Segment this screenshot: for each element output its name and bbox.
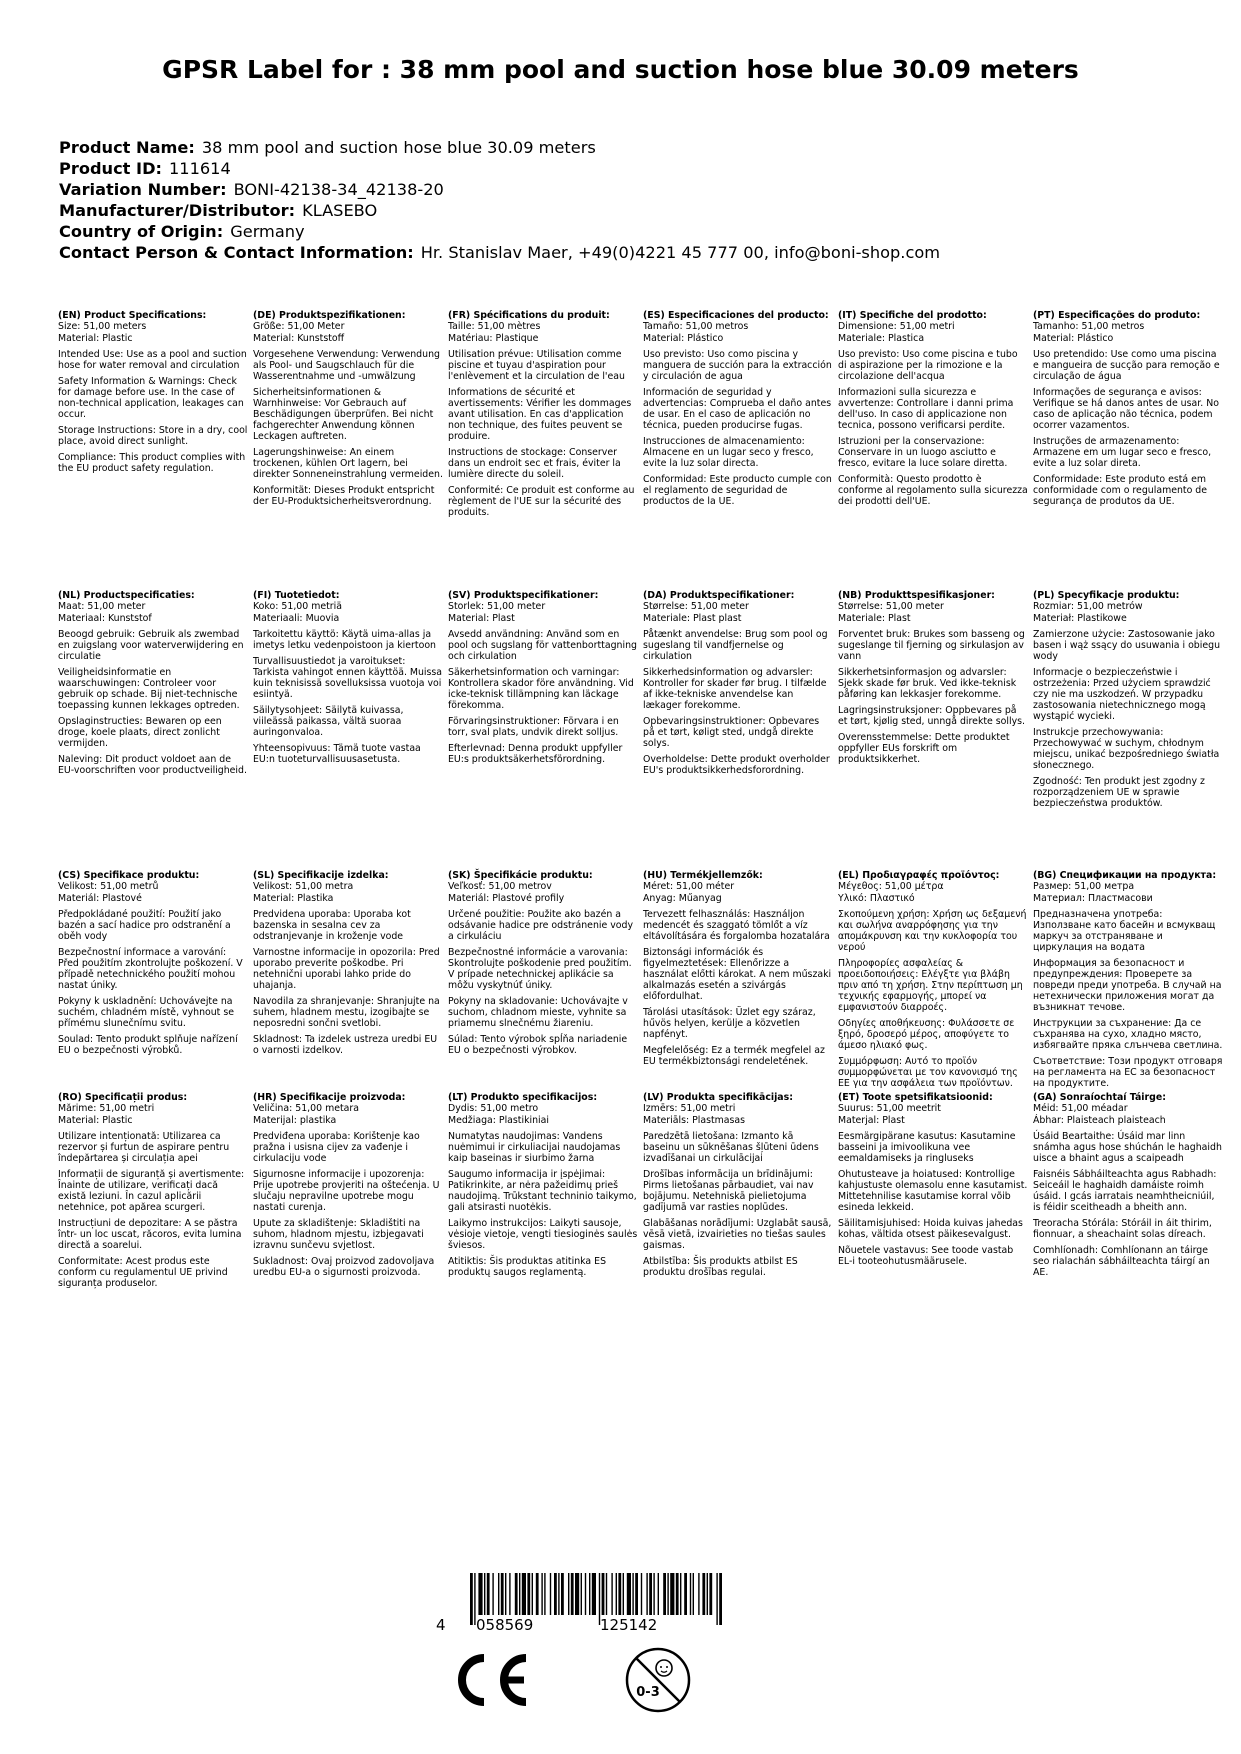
spec-material: Material: Plastika — [253, 893, 334, 904]
spec-heading: (CS) Specifikace produktu: — [58, 870, 200, 881]
spec-material: Material: Plastic — [58, 333, 133, 344]
spec-section: Zamierzone użycie: Zastosowanie jako basen i wąż ssący do usuwania i obiegu wody — [1033, 629, 1221, 662]
barcode-bar — [484, 1573, 485, 1615]
spec-block-es — [643, 310, 833, 508]
spec-size: Größe: 51,00 Meter — [253, 321, 345, 332]
spec-block-lt — [448, 1092, 638, 1279]
barcode-bar — [716, 1573, 717, 1625]
spec-section: Úsáid Beartaithe: Úsáid mar linn snámha agus hose shúchán le haghaidh uisce a bhaint agus a scaipeadh — [1033, 1131, 1222, 1164]
spec-section: Lagringsinstruksjoner: Oppbevares på et tørt, kjølig sted, unngå direkte sollys. — [838, 705, 1026, 727]
barcode-bar — [527, 1573, 530, 1615]
spec-block-ro — [58, 1092, 248, 1290]
barcode-bar — [505, 1573, 506, 1615]
spec-section: Säilytysohjeet: Säilytä kuivassa, viileässä paikassa, vältä suoraa auringonvaloa. — [253, 705, 404, 738]
spec-section: Pokyny na skladovanie: Uchovávajte v suchom, chladnom mieste, vyhnite sa priamemu slnečnému žiareniu. — [448, 996, 628, 1029]
spec-material: Material: Plástico — [1033, 333, 1114, 344]
spec-section: Utilisation prévue: Utilisation comme piscine et tuyau d'aspiration pour l'enlèvement et la circulation de l'eau — [448, 349, 625, 382]
spec-section: Uso previsto: Uso come piscina e tubo di aspirazione per la rimozione e la circolazione dell'acqua — [838, 349, 1018, 382]
spec-material: Materijal: plastika — [253, 1115, 337, 1126]
spec-section: Biztonsági információk és figyelmeztetések: Ellenőrizze a használat előtti károkat. A nem műszaki alkalmazás esetén a szivárgás előfordulhat. — [643, 947, 832, 1002]
spec-section: Πληροφορίες ασφαλείας & προειδοποιήσεις: Ελέγξτε για βλάβη πριν από τη χρήση. Στην περίπτωση μη τεχνικής εφαρμογής, μπορεί να εμφανιστούν διαρροές. — [838, 958, 1023, 1013]
spec-heading: (SL) Specifikacije izdelka: — [253, 870, 389, 881]
spec-heading: (NL) Productspecificaties: — [58, 590, 195, 601]
barcode-bar — [641, 1573, 642, 1615]
spec-section: Påtænkt anvendelse: Brug som pool og sugeslang til vandfjernelse og cirkulation — [643, 629, 828, 662]
spec-size: Размер: 51,00 метра — [1033, 881, 1135, 892]
spec-section: Instruções de armazenamento: Armazene em um lugar seco e fresco, evite a luz solar direta. — [1033, 436, 1212, 469]
spec-size: Taille: 51,00 mètres — [448, 321, 541, 332]
spec-size: Mărime: 51,00 metri — [58, 1103, 155, 1114]
barcode-bar — [653, 1573, 654, 1615]
spec-section: Beoogd gebruik: Gebruik als zwembad en zuigslang voor waterverwijdering en circulatie — [58, 629, 244, 662]
spec-block-sk — [448, 870, 638, 1057]
spec-size: Tamaño: 51,00 metros — [643, 321, 749, 332]
spec-section: Conformitate: Acest produs este conform cu regulamentul UE privind siguranța produselor. — [58, 1256, 228, 1289]
spec-section: Bezpečnostné informácie a varovania: Skontrolujte poškodenie pred použitím. V prípade netechnickej aplikácie sa môžu vyskytnúť úniky. — [448, 947, 632, 991]
barcode-bar — [709, 1573, 712, 1615]
spec-section: Instrukcje przechowywania: Przechowywać w suchym, chłodnym miejscu, unikać bezpośredniego światła słonecznego. — [1033, 727, 1220, 771]
barcode-bar — [611, 1573, 612, 1615]
spec-heading: (PL) Specyfikacje produktu: — [1033, 590, 1180, 601]
spec-material: Material: Plastic — [58, 1115, 133, 1126]
spec-heading: (RO) Specificații produs: — [58, 1092, 188, 1103]
spec-section: Uso pretendido: Use como uma piscina e mangueira de sucção para remoção e circulação de água — [1033, 349, 1220, 382]
spec-material: Materiale: Plast plast — [643, 613, 742, 624]
spec-heading: (LT) Produkto specifikacijos: — [448, 1092, 598, 1103]
spec-section: Σκοπούμενη χρήση: Χρήση ως δεξαμενή και σωλήνα αναρρόφησης για την απομάκρυνση και την κυκλοφορία του νερού — [838, 909, 1027, 953]
barcode-bar — [478, 1573, 482, 1615]
spec-heading: (SV) Produktspecifikationer: — [448, 590, 599, 601]
spec-section: Förvaringsinstruktioner: Förvara i en torr, sval plats, undvik direkt solljus. — [448, 716, 619, 738]
page-title: GPSR Label for : 38 mm pool and suction hose blue 30.09 meters — [162, 55, 1079, 84]
spec-material: Materiál: Plastové profily — [448, 893, 565, 904]
spec-section: Konformität: Dieses Produkt entspricht der EU-Produktsicherheitsverordnung. — [253, 485, 435, 507]
product-info — [59, 137, 940, 263]
spec-section: Opslaginstructies: Bewaren op een droge, koele plaats, direct zonlicht vermijden. — [58, 716, 222, 749]
spec-section: Saugumo informacija ir įspėjimai: Patikrinkite, ar nėra pažeidimų prieš naudojimą. Trūkstant techninio taikymo, gali atsirasti nuotėkis. — [448, 1169, 637, 1213]
spec-section: Předpokládané použití: Použití jako bazén a sací hadice pro odstranění a oběh vody — [58, 909, 231, 942]
spec-section: Säkerhetsinformation och varningar: Kontrollera skador före användning. Vid icke-teknisk tillämpning kan läckage förekomma. — [448, 667, 634, 711]
spec-section: Určené použitie: Použite ako bazén a odsávanie hadice pre odstránenie vody a cirkuláciu — [448, 909, 634, 942]
spec-heading: (BG) Спецификации на продукта: — [1033, 870, 1217, 881]
spec-section: Bezpečnostní informace a varování: Před použitím zkontrolujte poškození. V případě netechnického použití mohou nastat úniky. — [58, 947, 243, 991]
spec-section: Οδηγίες αποθήκευσης: Φυλάσσετε σε ξηρό, δροσερό μέρος, αποφύγετε το άμεσο ηλιακό φως. — [838, 1018, 1015, 1051]
spec-heading: (ES) Especificaciones del producto: — [643, 310, 829, 321]
spec-material: Ábhar: Plaisteach plaisteach — [1033, 1115, 1166, 1126]
spec-heading: (HU) Termékjellemzők: — [643, 870, 763, 881]
barcode-bar — [719, 1573, 722, 1625]
spec-section: Sikkerhetsinformasjon og advarsler: Sjekk skade før bruk. Ved ikke-teknisk påføring kan lekkasjer forekomme. — [838, 667, 1017, 700]
info-product-name: Product Name: 38 mm pool and suction hose blue 30.09 meters — [59, 138, 596, 157]
spec-block-bg — [1033, 870, 1223, 1090]
spec-section: Atbilstība: Šis produkts atbilst ES produktu drošības regulai. — [643, 1256, 798, 1278]
spec-section: Drošības informācija un brīdinājumi: Pirms lietošanas pārbaudiet, vai nav bojājumu. Netehniskā pielietojuma gadījumā var rasties noplūdes. — [643, 1169, 814, 1213]
spec-section: Pokyny k uskladnění: Uchovávejte na suchém, chladném místě, vyhnout se přímému slunečnímu svitu. — [58, 996, 234, 1029]
spec-block-ga — [1033, 1092, 1223, 1279]
spec-section: Treoracha Stórála: Stóráil in áit thirim, fionnuar, a sheachaint solas díreach. — [1033, 1218, 1212, 1240]
spec-material: Material: Plast — [448, 613, 515, 624]
spec-section: Yhteensopivuus: Tämä tuote vastaa EU:n tuoteturvallisuusasetusta. — [253, 743, 421, 765]
barcode-bar — [592, 1573, 596, 1615]
barcode-bar — [568, 1573, 569, 1615]
barcode-bar — [618, 1573, 621, 1615]
barcode-bar — [544, 1573, 545, 1615]
spec-section: Skladnost: Ta izdelek ustreza uredbi EU o varnosti izdelkov. — [253, 1034, 438, 1056]
spec-section: Eesmärgipärane kasutus: Kasutamine basseini ja imivoolikuna vee eemaldamiseks ja ringluseks — [838, 1131, 1016, 1164]
barcode-bar — [532, 1573, 533, 1615]
spec-block-fr — [448, 310, 638, 519]
barcode-bar — [707, 1573, 708, 1615]
barcode-bar — [649, 1573, 652, 1615]
spec-section: Säilitamisjuhised: Hoida kuivas jahedas kohas, vältida otsest päikesevalgust. — [838, 1218, 1023, 1240]
barcode-bar — [663, 1573, 666, 1615]
spec-section: Informazioni sulla sicurezza e avvertenze: Controllare i danni prima dell'uso. In caso di applicazione non tecnica, possono verificarsi perdite. — [838, 387, 1014, 431]
spec-heading: (EL) Προδιαγραφές προϊόντος: — [838, 870, 1000, 881]
spec-block-en — [58, 310, 248, 475]
spec-size: Μέγεθος: 51,00 μέτρα — [838, 881, 944, 892]
spec-section: Tervezett felhasználás: Használjon medencét és szaggató tömlőt a víz eltávolítására és forgalomba hozatalára — [643, 909, 830, 942]
info-variation-number: Variation Number: BONI-42138-34_42138-20 — [59, 180, 444, 199]
spec-heading: (EN) Product Specifications: — [58, 310, 207, 321]
spec-section: Faisnéis Sábháilteachta agus Rabhadh: Seiceáil le haghaidh damáiste roimh úsáid. I gcás iarratais neamhtheicniúil, is féidir sceitheadh a bheith ann. — [1033, 1169, 1217, 1213]
spec-section: Sukladnost: Ovaj proizvod zadovoljava uredbu EU-a o sigurnosti proizvoda. — [253, 1256, 435, 1278]
barcode-bar — [635, 1573, 638, 1615]
spec-size: Izmērs: 51,00 metri — [643, 1103, 736, 1114]
spec-section: Predvidena uporaba: Uporaba kot bazenska in sesalna cev za odstranjevanje in kroženje vode — [253, 909, 411, 942]
spec-heading: (FI) Tuotetiedot: — [253, 590, 340, 601]
barcode-bar — [575, 1573, 579, 1615]
spec-section: Información de seguridad y advertencias: Comprueba el daño antes de usar. En el caso de aplicación no técnica, pueden producirse fugas. — [643, 387, 832, 431]
spec-section: Nõuetele vastavus: See toode vastab EL-i tooteohutusmäärusele. — [838, 1245, 1014, 1267]
spec-section: Storage Instructions: Store in a dry, cool place, avoid direct sunlight. — [58, 425, 248, 447]
spec-section: Conformidad: Este producto cumple con el reglamento de seguridad de productos de la UE. — [643, 474, 832, 507]
spec-size: Størrelse: 51,00 meter — [838, 601, 944, 612]
spec-heading: (IT) Specifiche del prodotto: — [838, 310, 987, 321]
spec-section: Tarkoitettu käyttö: Käytä uima-allas ja imetys letku vedenpoistoon ja kiertoon — [253, 629, 436, 651]
spec-block-fi — [253, 590, 443, 766]
spec-heading: (ET) Toote spetsifikatsioonid: — [838, 1092, 993, 1103]
spec-size: Rozmiar: 51,00 metrów — [1033, 601, 1143, 612]
spec-section: Compliance: This product complies with the EU product safety regulation. — [58, 452, 246, 474]
barcode-bar — [623, 1573, 624, 1615]
barcode-bar — [646, 1573, 647, 1615]
barcode-bar — [585, 1573, 586, 1615]
spec-size: Veľkosť: 51,00 metrov — [448, 881, 552, 892]
barcode-bar — [589, 1573, 590, 1615]
spec-section: Glabāšanas norādījumi: Uzglabāt sausā, vēsā vietā, izvairieties no tiešas saules gaismas. — [643, 1218, 832, 1251]
spec-section: Informations de sécurité et avertissements: Vérifier les dommages avant utilisation. En cas d'application non technique, des fuites peuvent se produire. — [448, 387, 632, 442]
barcode-bar — [616, 1573, 617, 1615]
barcode-bar — [501, 1573, 504, 1615]
spec-size: Veličina: 51,00 metara — [253, 1103, 359, 1114]
spec-size: Size: 51,00 meters — [58, 321, 147, 332]
spec-size: Méid: 51,00 méadar — [1033, 1103, 1128, 1114]
barcode-bar — [522, 1573, 526, 1615]
spec-block-lv — [643, 1092, 833, 1279]
spec-section: Naleving: Dit product voldoet aan de EU-voorschriften voor productveiligheid. — [58, 754, 247, 776]
barcode-bar — [690, 1573, 691, 1615]
spec-material: Anyag: Műanyag — [643, 893, 722, 904]
barcode-bar — [680, 1573, 681, 1615]
spec-section: Informações de segurança e avisos: Verifique se há danos antes de usar. No caso de aplicação não técnica, podem ocorrer vazamentos. — [1033, 387, 1219, 431]
spec-block-el — [838, 870, 1028, 1090]
barcode-digits-right: 125142 — [600, 1616, 658, 1634]
spec-material: Medžiaga: Plastikiniai — [448, 1115, 550, 1126]
spec-heading: (PT) Especificações do produto: — [1033, 310, 1201, 321]
spec-section: Safety Information & Warnings: Check for damage before use. In the case of non-technical application, leakages can occur. — [58, 376, 244, 420]
spec-material: Matériau: Plastique — [448, 333, 539, 344]
spec-size: Dydis: 51,00 metro — [448, 1103, 539, 1114]
spec-section: Efterlevnad: Denna produkt uppfyller EU:s produktsäkerhetsförordning. — [448, 743, 623, 765]
spec-section: Conformité: Ce produit est conforme au règlement de l'UE sur la sécurité des produits. — [448, 485, 635, 518]
spec-section: Opbevaringsinstruktioner: Opbevares på et tørt, køligt sted, undgå direkte solys. — [643, 716, 820, 749]
spec-block-da — [643, 590, 833, 777]
barcode-bar — [627, 1573, 631, 1615]
spec-section: Varnostne informacije in opozorila: Pred uporabo preverite poškodbe. Pri netehnični uporabi lahko pride do uhajanja. — [253, 947, 440, 991]
spec-section: Soulad: Tento produkt splňuje nařízení EU o bezpečnosti výrobků. — [58, 1034, 238, 1056]
spec-block-nb — [838, 590, 1028, 766]
spec-section: Comhlíonadh: Comhlíonann an táirge seo rialachán sábháilteachta táirgí an AE. — [1033, 1245, 1210, 1278]
spec-block-nl — [58, 590, 248, 777]
spec-section: Overholdelse: Dette produkt overholder EU's produktsikkerhedsforordning. — [643, 754, 830, 776]
spec-material: Material: Plástico — [643, 333, 724, 344]
spec-material: Materiaali: Muovia — [253, 613, 340, 624]
barcode-bar — [702, 1573, 705, 1615]
spec-section: Съответствие: Този продукт отговаря на регламента на ЕС за безопасност на продуктите. — [1033, 1056, 1223, 1089]
spec-section: Vorgesehene Verwendung: Verwendung als Pool- und Saugschlauch für die Wasserentnahme und -umwälzung — [253, 349, 440, 382]
spec-material: Materiál: Plastové — [58, 893, 142, 904]
barcode-bar — [541, 1573, 542, 1615]
spec-section: Intended Use: Use as a pool and suction hose for water removal and circulation — [58, 349, 247, 371]
spec-section: Navodila za shranjevanje: Shranjujte na suhem, hladnem mestu, izogibajte se neposredni sončni svetlobi. — [253, 996, 440, 1029]
barcode-bar — [602, 1573, 605, 1615]
info-product-id: Product ID: 111614 — [59, 159, 231, 178]
spec-section: Paredzētā lietošana: Izmanto kā baseinu un sūknēšanas šļūteni ūdens izvadīšanai un cirkulācijai — [643, 1131, 819, 1164]
age-warning-icon — [624, 1646, 692, 1714]
spec-section: Utilizare intenționată: Utilizarea ca rezervor și furtun de aspirare pentru îndepărtarea și circulația apei — [58, 1131, 230, 1164]
barcode-bar — [550, 1573, 551, 1615]
info-contact: Contact Person & Contact Information: Hr. Stanislav Maer, +49(0)4221 45 777 00, info@boni-shop.com — [59, 243, 941, 262]
spec-section: Uso previsto: Uso como piscina y manguera de succión para la extracción y circulación de agua — [643, 349, 832, 382]
spec-material: Материал: Пластмасови — [1033, 893, 1153, 904]
spec-block-pt — [1033, 310, 1223, 508]
barcode-bar — [554, 1573, 557, 1615]
barcode-bar — [487, 1573, 490, 1615]
spec-section: Turvallisuustiedot ja varoitukset: Tarkista vahingot ennen käyttöä. Muissa kuin teknisissä sovelluksissa vuotoja voi esiintyä. — [253, 656, 443, 700]
spec-section: Instructions de stockage: Conserver dans un endroit sec et frais, éviter la lumière directe du soleil. — [448, 447, 621, 480]
spec-size: Velikost: 51,00 metrů — [58, 881, 159, 892]
barcode-bar — [519, 1573, 520, 1615]
spec-material: Material: Kunststoff — [253, 333, 345, 344]
spec-section: Συμμόρφωση: Αυτό το προϊόν συμμορφώνεται με τον κανονισμό της ΕΕ για την ασφάλεια των προϊόντων. — [838, 1056, 1018, 1089]
barcode-bar — [684, 1573, 687, 1615]
spec-section: Upute za skladištenje: Skladištiti na suhom, hladnom mjestu, izbjegavati izravnu sunčevu svjetlost. — [253, 1218, 424, 1251]
spec-section: Предназначена употреба: Използване като басейн и всмукващ маркуч за отстраняване и циркулация на водата — [1033, 909, 1216, 953]
spec-size: Dimensione: 51,00 metri — [838, 321, 955, 332]
spec-block-hu — [643, 870, 833, 1068]
spec-heading: (GA) Sonraíochtaí Táirge: — [1033, 1092, 1166, 1103]
age-warning-label: 0-3 — [636, 1685, 660, 1700]
spec-section: Istruzioni per la conservazione: Conservare in un luogo asciutto e fresco, evitare la luce solare diretta. — [838, 436, 1008, 469]
spec-block-sl — [253, 870, 443, 1057]
barcode-bar — [558, 1573, 559, 1615]
spec-section: Atitiktis: Šis produktas atitinka ES produktų saugos reglamentą. — [448, 1256, 607, 1278]
spec-material: Materiaal: Kunststof — [58, 613, 152, 624]
barcode-bar — [606, 1573, 607, 1615]
spec-section: Laikymo instrukcijos: Laikyti sausoje, vėsioje vietoje, vengti tiesioginės saulės šviesos. — [448, 1218, 638, 1251]
spec-section: Информация за безопасност и предупреждения: Проверете за повреди преди употреба. В случай на нетехнически приложения могат да възникнат течове. — [1033, 958, 1222, 1013]
barcode-digit-left: 4 — [436, 1616, 446, 1634]
spec-section: Instrucciones de almacenamiento: Almacene en un lugar seco y fresco, evite la luz solar directa. — [643, 436, 814, 469]
barcode-bar — [658, 1573, 659, 1615]
spec-block-it — [838, 310, 1028, 508]
spec-material: Υλικό: Πλαστικό — [838, 893, 915, 904]
spec-size: Koko: 51,00 metriä — [253, 601, 342, 612]
info-manufacturer: Manufacturer/Distributor: KLASEBO — [59, 201, 378, 220]
spec-section: Numatytas naudojimas: Vandens nuėmimui ir cirkuliacijai naudojamas kaip baseinas ir siurbimo žarna — [448, 1131, 621, 1164]
barcode-bar — [581, 1573, 582, 1615]
spec-section: Zgodność: Ten produkt jest zgodny z rozporządzeniem UE w sprawie bezpieczeństwa produktów. — [1033, 776, 1205, 809]
spec-section: Informacje o bezpieczeństwie i ostrzeżenia: Przed użyciem sprawdzić czy nie ma uszkodzeń. W przypadku zastosowania nietechnicznego mogą wystąpić wycieki. — [1033, 667, 1211, 722]
spec-section: Súlad: Tento výrobok spĺňa nariadenie EU o bezpečnosti výrobkov. — [448, 1034, 628, 1056]
spec-material: Materiāls: Plastmasas — [643, 1115, 746, 1126]
spec-block-et — [838, 1092, 1028, 1268]
barcode-bar — [571, 1573, 574, 1615]
spec-block-de — [253, 310, 443, 508]
spec-heading: (FR) Spécifications du produit: — [448, 310, 610, 321]
spec-block-hr — [253, 1092, 443, 1279]
spec-section: Avsedd användning: Använd som en pool och sugslang för vattenborttagning och cirkulation — [448, 629, 637, 662]
spec-section: Sigurnosne informacije i upozorenja: Prije upotrebe provjeriti na oštećenja. U slučaju nepravilne upotrebe mogu nastati curenja. — [253, 1169, 440, 1213]
spec-material: Materiale: Plast — [838, 613, 911, 624]
spec-size: Méret: 51,00 méter — [643, 881, 735, 892]
spec-section: Sicherheitsinformationen & Warnhinweise: Vor Gebrauch auf Beschädigungen überprüfen. Bei nicht fachgerechter Anwendung können Leckagen auftreten. — [253, 387, 434, 442]
spec-size: Tamanho: 51,00 metros — [1033, 321, 1145, 332]
spec-heading: (HR) Specifikacije proizvoda: — [253, 1092, 406, 1103]
ce-mark-icon — [450, 1650, 532, 1710]
spec-section: Predviđena uporaba: Korištenje kao pražna i usisna cijev za vađenje i cirkulaciju vode — [253, 1131, 420, 1164]
spec-section: Conformità: Questo prodotto è conforme al regolamento sulla sicurezza dei prodotti dell'UE. — [838, 474, 1028, 507]
barcode-bar — [561, 1573, 564, 1615]
spec-section: Overensstemmelse: Dette produktet oppfyller EUs forskrift om produktsikkerhet. — [838, 732, 1010, 765]
spec-size: Velikost: 51,00 metra — [253, 881, 354, 892]
barcode-bar — [470, 1573, 473, 1625]
spec-size: Storlek: 51,00 meter — [448, 601, 546, 612]
barcode-bar — [698, 1573, 699, 1615]
spec-section: Lagerungshinweise: An einem trockenen, kühlen Ort lagern, bei direkter Sonneneinstrahlung vermeiden. — [253, 447, 443, 480]
spec-size: Størrelse: 51,00 meter — [643, 601, 749, 612]
barcode-bar — [667, 1573, 668, 1615]
spec-section: Ohutusteave ja hoiatused: Kontrollige kahjustuste olemasolu enne kasutamist. Mittetehnilise kasutamise korral võib esineda lekkeid. — [838, 1169, 1028, 1213]
barcode-bar — [492, 1573, 493, 1615]
spec-block-pl — [1033, 590, 1223, 810]
barcode-bar — [498, 1573, 499, 1615]
spec-material: Materiale: Plastica — [838, 333, 925, 344]
barcode-bar — [693, 1573, 694, 1615]
spec-heading: (SK) Špecifikácie produktu: — [448, 870, 593, 881]
spec-material: Materjal: Plast — [838, 1115, 905, 1126]
spec-section: Sikkerhedsinformation og advarsler: Kontroller for skader før brug. I tilfælde af ikke-tekniske anvendelse kan lækager forekomme. — [643, 667, 827, 711]
spec-section: Forventet bruk: Brukes som basseng og sugeslange til fjerning og sirkulasjon av vann — [838, 629, 1025, 662]
spec-section: Megfelelőség: Ez a termék megfelel az EU termékbiztonsági rendeletének. — [643, 1045, 825, 1067]
spec-block-cs — [58, 870, 248, 1057]
spec-section: Tárolási utasítások: Üzlet egy száraz, hűvös helyen, kerülje a közvetlen napfényt. — [643, 1007, 816, 1040]
spec-section: Instrucțiuni de depozitare: A se păstra într- un loc uscat, răcoros, evita lumina directă a soarelui. — [58, 1218, 242, 1251]
spec-size: Suurus: 51,00 meetrit — [838, 1103, 941, 1114]
spec-size: Maat: 51,00 meter — [58, 601, 146, 612]
barcode-digits-mid: 058569 — [476, 1616, 534, 1634]
spec-section: Veiligheidsinformatie en waarschuwingen: Controleer voor gebruik op schade. Bij niet-technische toepassing kunnen lekkages optreden. — [58, 667, 240, 711]
barcode-bar — [509, 1573, 510, 1615]
spec-section: Инструкции за съхранение: Да се съхранява на сухо, хладно място, избягвайте пряка слънчева светлина. — [1033, 1018, 1223, 1051]
spec-block-sv — [448, 590, 638, 766]
spec-heading: (DE) Produktspezifikationen: — [253, 310, 406, 321]
barcode-bar — [536, 1573, 539, 1615]
spec-heading: (NB) Produkttspesifikasjoner: — [838, 590, 995, 601]
spec-section: Conformidade: Este produto está em conformidade com o regulamento de segurança de produtos da UE. — [1033, 474, 1208, 507]
info-country: Country of Origin: Germany — [59, 222, 305, 241]
barcode-bar — [515, 1573, 518, 1615]
spec-heading: (LV) Produkta specifikācijas: — [643, 1092, 793, 1103]
spec-section: Informații de siguranță și avertismente: Înainte de utilizare, verificați dacă există leziuni. În cazul aplicării netehnice, pot apărea scurgeri. — [58, 1169, 245, 1213]
spec-heading: (DA) Produktspecifikationer: — [643, 590, 795, 601]
barcode-bar — [632, 1573, 633, 1615]
barcode-bar — [670, 1573, 674, 1615]
spec-material: Materiał: Plastikowe — [1033, 613, 1127, 624]
barcode-bar — [676, 1573, 679, 1615]
